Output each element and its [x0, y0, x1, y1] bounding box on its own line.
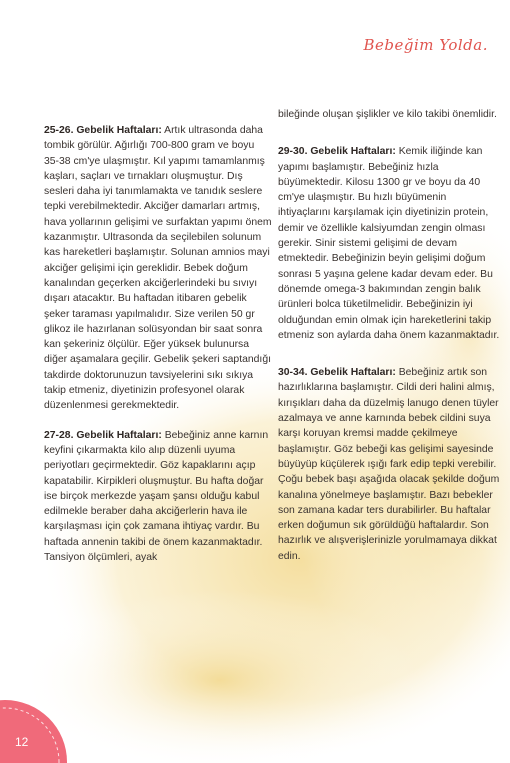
brand-logo: Bebeğim Yolda.	[363, 36, 488, 54]
section-title: 25-26. Gebelik Haftaları:	[44, 125, 162, 136]
left-column	[44, 123, 272, 579]
right-column	[278, 107, 500, 578]
section-29-30	[278, 144, 500, 343]
page-number: 12	[15, 735, 29, 749]
section-title: 29-30. Gebelik Haftaları:	[278, 146, 396, 158]
section-title: 27-28. Gebelik Haftaları:	[44, 429, 162, 441]
section-text: bileğinde oluşan şişlikler ve kilo takibi önemlidir.	[278, 109, 497, 120]
section-continuation	[278, 107, 500, 122]
section-27-28	[44, 428, 272, 566]
section-text: Kemik iliğinde kan yapımı başlamıştır. Bebeğiniz hızla büyümektedir. Kilosu 1300 gr ve boyu da 40 cm'ye ulaşmıştır. Bu hızlı büyümenin ihtiyaçlarını karşılamak için diyetinizin protein, demir ve özellikle kalsiyumdan zengin olması gerekir. Sinir sistemi gelişimi de devam etmektedir. Bebeğinizin beyin gelişimi doğum sonrası 5 yaşına gelene kadar devam eder. Bu dönemde omega-3 bakımından zengin balık ürünleri bolca tüketilmelidir. Bebeğinizin iyi olduğundan emin olmak için hareketlerini takip etmeniz son aylarda daha önem kazanmaktadır.	[278, 146, 500, 341]
section-25-26	[44, 123, 272, 414]
section-text: Bebeğiniz anne karnın keyfini çıkarmakta kilo alıp düzenli uyuma periyotları geçirmektedir. Göz kapaklarını açıp kapatabilir. Kirpikleri oluşmuştur. Bu hafta doğar ise birçok merkezde yaşam şansı olduğu kabul edilmekle beraber daha akciğerlerin hava ile karşılaşması için çok zamana ihtiyaç vardır. Bu haftada annenin takibi de önem kazanmaktadır. Tansiyon ölçümleri, ayak	[44, 429, 269, 564]
section-text: Artık ultrasonda daha tombik görülür. Ağırlığı 700-800 gram ve boyu 35-38 cm'ye ulaşmıştır. Kıl yapımı tamamlanmış kaşları, saçları ve tırnakları oluşmuştur. Dış sesleri daha iyi tanımlamakta ve tanıdık seslere tepki verebilmektedir. Akciğer damarları artmış, hava yollarının gelişimi ve surfaktan yapımı önem kazanmıştır. Ultrasonda da seçilebilen solunum kas hareketleri başlamıştır. Solunan amnios mayi akciğer gelişimi için gereklidir. Bebek doğum kanalından geçerken akciğerlerindeki bu sıvıyı dışarı atacaktır. Bu haftadan itibaren gebelik şeker taraması yapılmalıdır. Size verilen 50 gr glikoz ile hazırlanan solüsyondan bir saat sonra kan şekeriniz ölçülür. Eğer yüksek bulunursa diğer aşamalara geçilir. Gebelik şekeri saptandığı takdirde doktorunuzun tavsiyelerini sıkı sıkıya takip etmeniz, diyetinizin profesyonel olarak düzenlenmesi gerekmektedir.	[44, 125, 272, 412]
page-number-circle	[0, 690, 75, 763]
section-text: Bebeğiniz artık son hazırlıklarına başlamıştır. Cildi deri halini almış, kırışıkları daha da düzelmiş lanugo denen tüyler azalmaya ve anne karnında bebek cildini suya karşı koruyan kremsi madde çekilmeye başlamıştır. Göz bebeği kas gelişimi sayesinde büyüyüp küçülerek ışığı fark edip tepki verebilir. Çoğu bebek başı aşağıda olacak şekilde doğum kanalına yönelmeye başlamıştır. Bazı bebekler son zamana kadar ters durabilirler. Bu haftalar erken doğumun sık görüldüğü haftalardır. Son hazırlık ve alışverişlerinizle yorulmamaya dikkat edin.	[278, 367, 500, 562]
section-title: 30-34. Gebelik Haftaları:	[278, 367, 396, 379]
section-30-34	[278, 365, 500, 564]
